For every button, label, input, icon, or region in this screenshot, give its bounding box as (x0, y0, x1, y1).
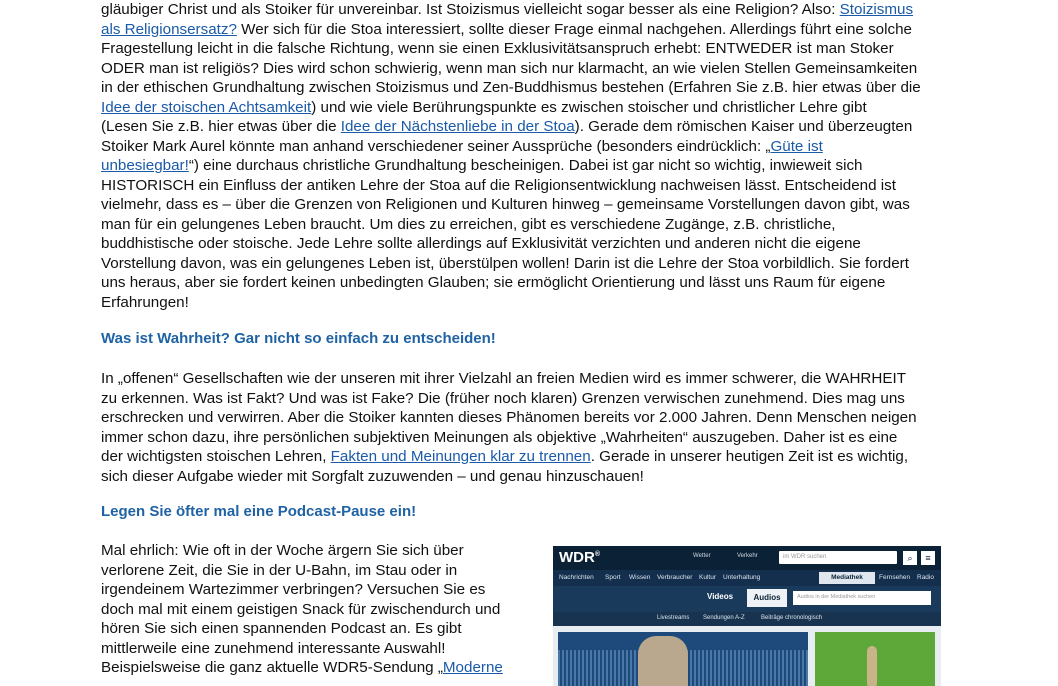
section-heading-wahrheit: Was ist Wahrheit? Gar nicht so einfach zu entscheiden! (101, 330, 496, 347)
link-naechstenliebe-stoa[interactable]: Idee der Nächstenliebe in der Stoa (340, 118, 575, 135)
wdr-search-input: im WDR suchen (779, 551, 897, 564)
text-line (101, 137, 961, 157)
sublink: Sendungen A-Z (703, 615, 745, 621)
text-line: doch mal mit einem geistigen Snack für zwischendurch und (101, 600, 501, 618)
wdr-logo: WDR® (559, 549, 600, 566)
text-line: sich dieser Aufgabe wieder mit Sorgfalt zuzuwenden – und genau hinzuschauen! (101, 467, 644, 485)
link-guete-unbesiegbar[interactable]: Güte ist (770, 137, 823, 155)
text: Beispielsweise die ganz aktuelle WDR5-Sendung „ (101, 659, 443, 676)
meerkat-graphic (867, 646, 877, 686)
text-line (101, 0, 961, 20)
text-line: irgendeinem Wartezimmer verbringen? Versuchen Sie es (101, 581, 486, 598)
wdr-sublinks (553, 612, 941, 626)
link-stoische-achtsamkeit[interactable]: Idee der stoischen Achtsamkeit (101, 98, 312, 116)
text: (Lesen Sie z.B. hier etwas über die (101, 118, 341, 135)
text-line: ODER man ist religiös? Dies wird schon schwierig, wenn man sich nur klarmacht, an wie vielen Stellen Gemeinsamkeiten (101, 59, 918, 77)
text: der wichtigsten stoischen Lehren, (101, 448, 331, 465)
link-guete-unbesiegbar-cont[interactable]: unbesiegbar! (101, 157, 189, 174)
text: . Gerade in unserer heutigen Zeit ist es wichtig, (590, 448, 909, 465)
text-line: man für ein gelungenes Leben braucht. Um dies zu erreichen, gibt es verschiedene Zugänge, z.B. christliche, (101, 215, 836, 233)
text-line: Fragestellung leicht in die falsche Richtung, wenn sie einen Exklusivitätsanspruch erhebt: ENTWEDER ist man Stoker (101, 40, 894, 57)
tab-audios: Audios (747, 589, 787, 607)
sublink: Beiträge chronologisch (761, 615, 823, 621)
menu-icon: ≡ (921, 551, 935, 565)
text-line: vielmehr, dass es – über die Grenzen von Religionen und Kulturen hinweg – gemeinsame Vorstellungen davon gibt, was (101, 196, 910, 213)
mediathek-search: Audios in der Mediathek suchen (793, 591, 931, 605)
text-line: Vorstellung davon, was ein gelungenes Leben ist, überstülpen wollen! Darin ist die Lehre der Stoa vorbildlich. Sie fordert (101, 254, 909, 272)
teaser-image-meerkat (815, 632, 935, 686)
nav-item: Sport (605, 574, 621, 581)
text: “) eine durchaus christliche Grundhaltung bescheinigen. Dabei ist gar nicht so wichtig, inwieweit sich (188, 157, 863, 174)
text: ). Gerade dem römischen Kaiser und überzeugten (574, 118, 913, 135)
nav-item-mediathek: Mediathek (819, 572, 875, 584)
link-stoizismus-religionsersatz[interactable]: Stoizismus (839, 1, 914, 18)
nav-item: Radio (917, 574, 934, 581)
nav-item: Verbraucher (657, 574, 693, 581)
traffic-link: Verkehr (737, 553, 758, 559)
wdr-media-tabs (553, 586, 941, 612)
nav-item: Unterhaltung (723, 574, 761, 581)
tab-videos: Videos (707, 592, 734, 601)
text-line: Erfahrungen! (101, 293, 189, 311)
text-line: mittlerweile eine zunehmend interessante Auswahl! (101, 639, 446, 657)
text-line: erschrecken und verwirren. Aber die Stoiker kannten dieses Phänomen bereits vor 2.000 Jahren. Denn Menschen neigen (101, 409, 917, 426)
text-line (101, 98, 961, 118)
text-line: in der ethischen Grundhaltung zwischen Stoizismus und Zen-Buddhismus bestehen (Erfahren Sie z.B. hier etwas über die (101, 79, 921, 96)
link-fakten-meinungen[interactable]: Fakten und Meinungen klar zu trennen (330, 448, 591, 465)
sublink: Livestreams (657, 615, 690, 621)
text-line (101, 447, 961, 467)
weather-link: Wetter (693, 553, 711, 559)
text-line: buddhistische oder stoische. Jede Lehre sollte allerdings auf Exklusivität verzichten und anderen nicht die eigene (101, 235, 861, 252)
section-heading-podcast: Legen Sie öfter mal eine Podcast-Pause ein! (101, 503, 417, 520)
text-line: Mal ehrlich: Wie oft in der Woche ärgern Sie sich über (101, 542, 464, 559)
nav-item: Fernsehen (879, 574, 911, 581)
text-line: HISTORISCH ein Einfluss der antiken Lehre der Stoa auf die Religionsentwicklung nachweisen lässt. Entscheidend ist (101, 176, 896, 194)
text-line (101, 156, 961, 176)
link-moderne[interactable]: Moderne (442, 659, 503, 676)
text: ) und wie viele Berührungspunkte es zwischen stoischer und christlicher Lehre gibt (311, 98, 867, 116)
nav-item: Nachrichten (559, 574, 594, 581)
podcast-teaser-image (558, 632, 808, 686)
text-line: uns heraus, aber sie fordert keinen unbedingten Glauben; sie ermöglicht Orientierung und lässt uns Raum für eigene (101, 274, 886, 291)
text: Stoiker Mark Aurel könnte man anhand verschiedener seiner Aussprüche (besonders eindrücklich: „ (101, 137, 771, 155)
text-line: zu erkennen. Was ist Fakt? Und was ist Fake? Die (früher noch klaren) Grenzen verwischen zunehmend. Dies mag uns (101, 389, 905, 407)
text: gläubiger Christ und als Stoiker für unvereinbar. Ist Stoizismus vielleicht sogar besser als eine Religion? Also: (101, 1, 840, 18)
text: Wer sich für die Stoa interessiert, sollte dieser Frage einmal nachgehen. Allerdings führt eine solche (236, 20, 912, 38)
text-line: hören Sie sich einen spannenden Podcast an. Es gibt (101, 620, 462, 637)
search-icon: ⌕ (903, 551, 917, 565)
text-line: verlorene Zeit, die Sie in der U-Bahn, im Stau oder in (101, 561, 458, 579)
text-line: immer schon dazu, ihre persönlichen subjektiven Meinungen als objektive „Wahrheiten“ auszugeben. Daher ist es eine (101, 428, 898, 446)
nav-item: Wissen (629, 574, 651, 581)
statue-graphic (638, 636, 688, 686)
wdr-mediathek-screenshot (553, 546, 941, 686)
nav-item: Kultur (699, 574, 716, 581)
link-stoizismus-religionsersatz-cont[interactable]: als Religionsersatz? (101, 20, 237, 38)
text-line (101, 20, 961, 40)
wdr-main-nav (553, 570, 941, 586)
wdr-content-area (553, 626, 941, 686)
text-line (101, 117, 961, 137)
text-line: In „offenen“ Gesellschaften wie der unseren mit ihrer Vielzahl an freien Medien wird es immer schwerer, die WAHRHEIT (101, 370, 906, 387)
wdr-header (553, 546, 941, 570)
